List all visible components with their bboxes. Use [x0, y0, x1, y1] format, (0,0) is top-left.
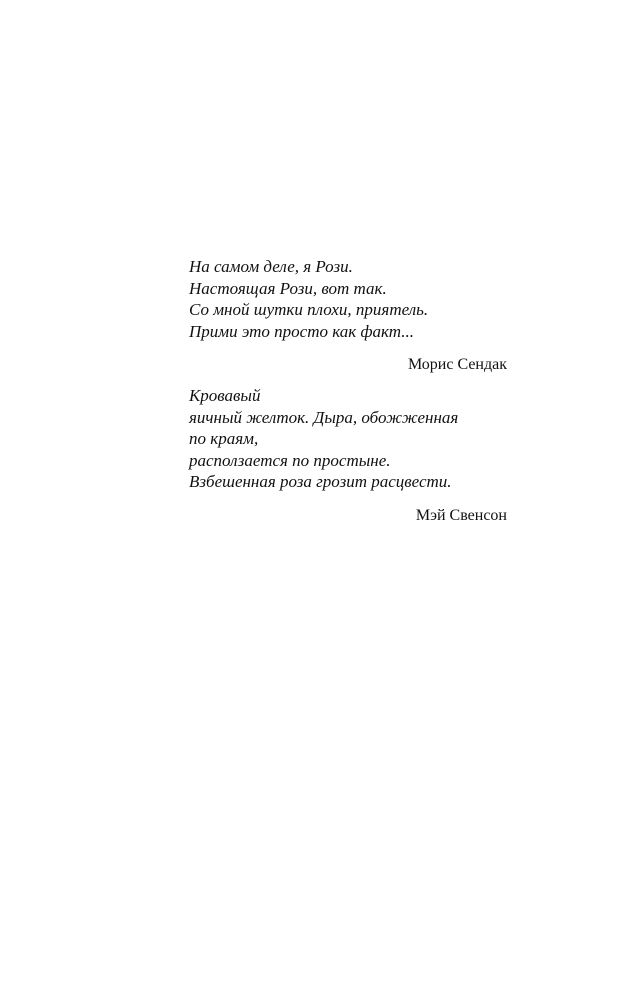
epigraph-sendak: [189, 256, 507, 375]
verse-line: Со мной шутки плохи, приятель.: [189, 300, 429, 319]
epigraph-verse: [189, 385, 507, 493]
verse-line: яичный желток. Дыра, обожженная: [189, 407, 459, 427]
verse-line: расползается по простыне.: [189, 450, 391, 470]
epigraph-verse: [189, 256, 507, 342]
epigraph-swenson: [189, 385, 507, 526]
verse-line: Кровавый: [189, 386, 261, 405]
epigraph-attribution: Морис Сендак: [407, 356, 507, 373]
verse-line: Взбешенная роза грозит расцвести.: [189, 472, 452, 491]
verse-line: Настоящая Рози, вот так.: [189, 278, 387, 298]
verse-line: Прими это просто как факт...: [189, 321, 415, 341]
epigraph-attribution: Мэй Свенсон: [415, 506, 507, 524]
verse-line: На самом деле, я Рози.: [189, 257, 353, 276]
verse-line: по краям,: [189, 429, 259, 448]
